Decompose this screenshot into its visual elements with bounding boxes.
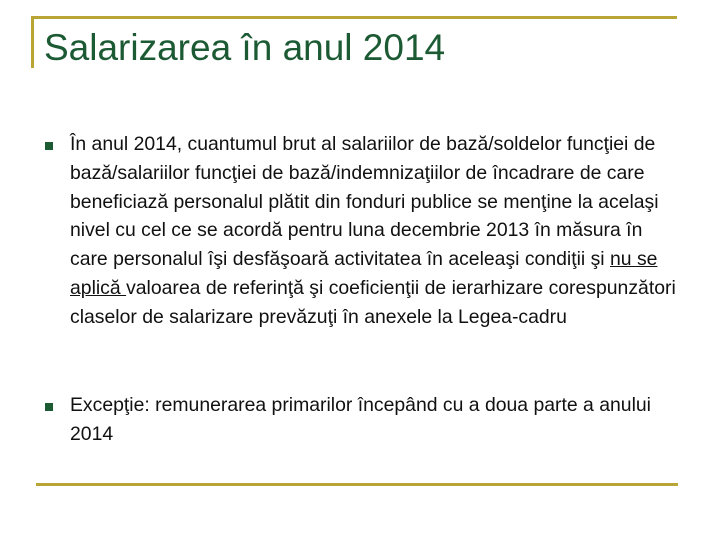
frame-top-line xyxy=(31,16,677,19)
bullet-text-underlined: nu se aplică xyxy=(70,248,658,299)
square-bullet-icon xyxy=(45,403,53,411)
bullet-text-before: În anul 2014, cuantumul brut al salariilor de bază/soldelor funcţiei de bază/salariilor funcţiei de bază/indemnizaţiilor de încadrare de care beneficiază personalul plătit din fonduri publice se menţine la acelaşi nivel cu cel ce se acordă pentru luna decembrie 2013 în măsura în care personalul îşi desfăşoară activitatea în aceleaşi condiţii şi xyxy=(70,133,659,271)
bullet-item-salaries xyxy=(70,130,682,332)
bullet-item-exception xyxy=(70,391,682,449)
bullet-text-after: valoarea de referinţă şi coeficienţii de ierarhizare corespunzători claselor de salarizare prevăzuţi în anexele la Legea-cadru xyxy=(70,276,676,328)
frame-bottom-line xyxy=(36,483,678,486)
frame-left-line xyxy=(31,16,34,68)
square-bullet-icon xyxy=(45,142,53,150)
slide-title: Salarizarea în anul 2014 xyxy=(44,27,446,68)
bullet-text: Excepţie: remunerarea primarilor începând cu a doua parte a anului 2014 xyxy=(70,394,651,445)
